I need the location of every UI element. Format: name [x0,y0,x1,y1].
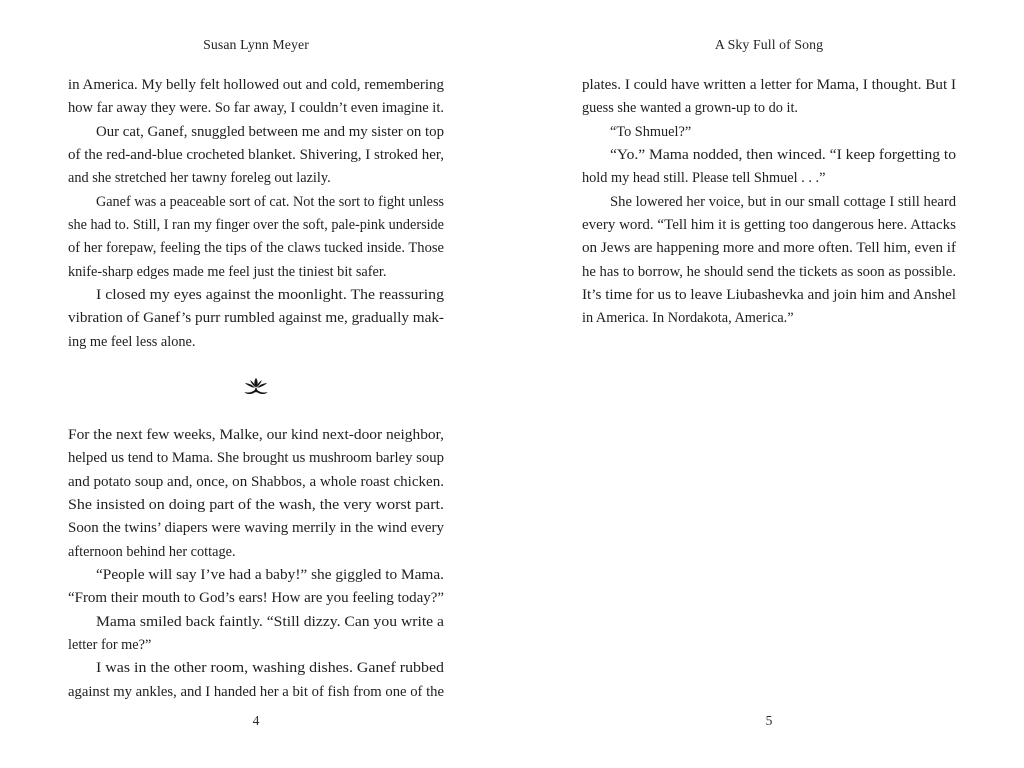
text-line [68,284,444,307]
text-line [68,167,444,190]
text-line-content: It’s time for us to leave Liubashevka and join him and Anshel [582,286,956,303]
page-number: 5 [765,713,773,728]
text-line-content: afternoon behind her cottage. [68,543,236,560]
text-line-content: letter for me?” [68,636,152,653]
text-line [582,121,956,144]
text-line [68,471,444,494]
text-line-content: She insisted on doing part of the wash, the very worst part. [68,496,444,513]
text-line [68,634,444,657]
text-line-content: Our cat, Ganef, snuggled between me and my sister on top [96,123,444,140]
text-line [68,564,444,587]
running-head-title: A Sky Full of Song [714,37,824,52]
text-line [68,307,444,330]
text-line-content: “To Shmuel?” [610,123,692,140]
text-line-content: and potato soup and, once, on Shabbos, a whole roast chicken. [68,473,444,490]
text-line [68,144,444,167]
text-line-content: guess she wanted a grown-up to do it. [582,100,799,117]
text-line [68,214,444,237]
text-line-content: “People will say I’ve had a baby!” she giggled to Mama. [96,566,444,583]
text-line-content: hold my head still. Please tell Shmuel . . .” [582,170,826,187]
page-body [582,74,956,331]
floral-ornament-icon [243,374,269,404]
text-line-content: For the next few weeks, Malke, our kind next-door neighbor, [68,426,445,443]
text-line [68,237,444,260]
left-page [68,0,444,768]
text-line [68,494,444,517]
running-head-author: Susan Lynn Meyer [203,37,309,52]
text-line [68,97,444,120]
page-body [68,74,444,704]
right-page [582,0,956,768]
text-line [582,284,956,307]
text-line-content: She lowered her voice, but in our small cottage I still heard [610,193,957,210]
text-line-content: of her forepaw, feeling the tips of the claws tucked inside. Those [68,240,444,257]
text-line [68,447,444,470]
section-break [68,354,444,424]
text-line-content: plates. I could have written a letter for Mama, I thought. But I [582,77,956,93]
text-line [68,121,444,144]
text-line-content: in America. My belly felt hollowed out and cold, remembering [68,77,445,93]
text-line-content: Ganef was a peaceable sort of cat. Not the sort to fight unless [96,193,445,210]
text-line [68,74,444,97]
text-line [582,214,956,237]
text-line-content: she had to. Still, I ran my finger over the soft, pale-pink underside [68,216,445,233]
text-line [582,97,956,120]
text-line [68,681,444,704]
text-line-content: I was in the other room, washing dishes. Ganef rubbed [96,660,445,677]
text-line-content: on Jews are happening more and more often. Tell him, even if [582,240,957,257]
text-line-content: and she stretched her tawny foreleg out lazily. [68,170,331,187]
text-line [68,611,444,634]
text-line [582,307,956,330]
text-line [68,541,444,564]
text-line [582,74,956,97]
text-line-content: Mama smiled back faintly. “Still dizzy. Can you write a [96,613,444,630]
page-number: 4 [252,713,260,728]
text-line-content: “From their mouth to God’s ears! How are you feeling today?” [68,590,445,607]
text-line-content: helped us tend to Mama. She brought us mushroom barley soup [68,450,445,467]
text-line-content: knife-sharp edges made me feel just the tiniest bit safer. [68,263,387,280]
text-line [68,587,444,610]
text-line [582,167,956,190]
text-line-content: ing me feel less alone. [68,333,196,350]
text-line [582,191,956,214]
text-line-content: of the red-and-blue crocheted blanket. Shivering, I stroked her, [68,146,445,163]
text-line [68,331,444,354]
text-line-content: every word. “Tell him it is getting too dangerous here. Attacks [582,216,956,233]
text-line-content: he has to borrow, he should send the tickets as soon as possible. [582,263,957,280]
text-line [582,237,956,260]
text-line-content: I closed my eyes against the moonlight. The reassuring [96,286,444,303]
text-line [68,191,444,214]
text-line [582,261,956,284]
text-line [68,261,444,284]
text-line [68,517,444,540]
text-line [68,657,444,680]
text-line-content: against my ankles, and I handed her a bit of fish from one of the [68,683,445,700]
text-line-content: vibration of Ganef’s purr rumbled against me, gradually mak- [68,310,445,327]
text-line-content: “Yo.” Mama nodded, then winced. “I keep forgetting to [610,146,957,163]
text-line-content: how far away they were. So far away, I couldn’t even imagine it. [68,100,444,117]
text-line [582,144,956,167]
text-line [68,424,444,447]
text-line-content: Soon the twins’ diapers were waving merrily in the wind every [68,520,444,537]
text-line-content: in America. In Nordakota, America.” [582,310,794,327]
